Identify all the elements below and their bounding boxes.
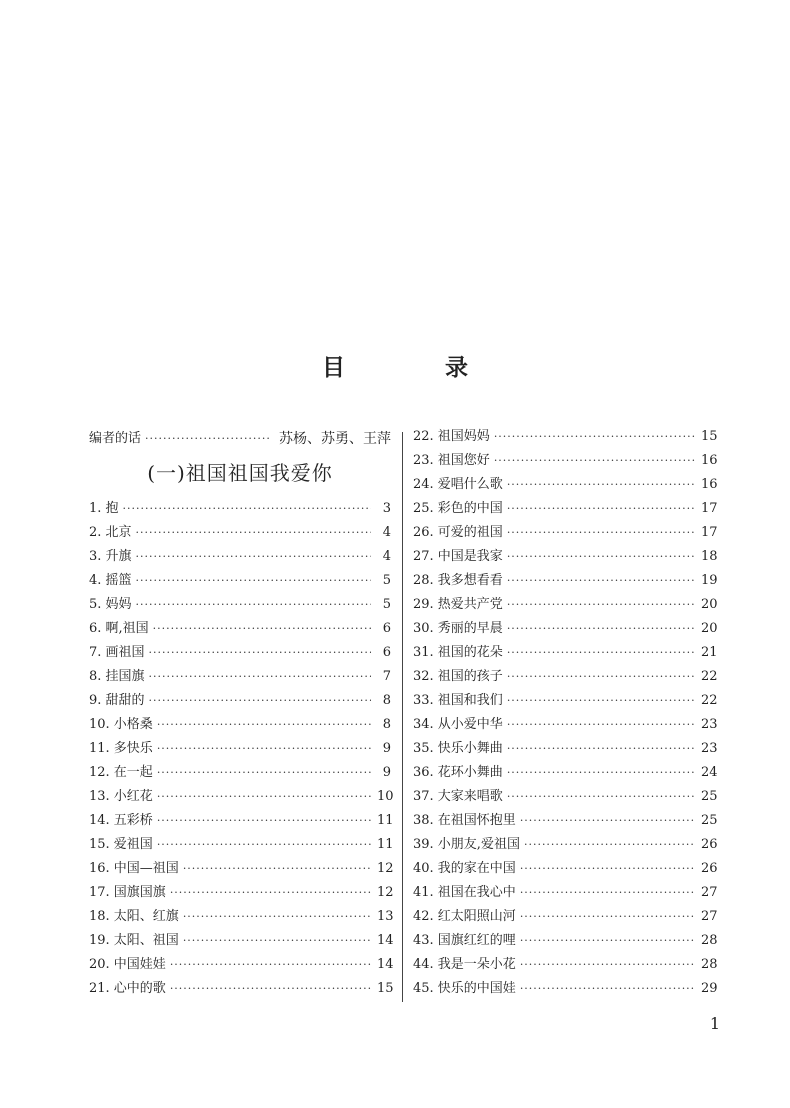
toc-entry-label: 11. 多快乐 (89, 741, 153, 756)
toc-entry-label: 16. 中国—祖国 (89, 861, 179, 876)
toc-entry-label: 26. 可爱的祖国 (413, 525, 503, 540)
toc-leader-dots (494, 425, 695, 449)
toc-entry-label: 13. 小红花 (89, 789, 153, 804)
toc-entry-page: 21 (701, 645, 718, 660)
toc-leader-dots (507, 689, 695, 713)
toc-leader-dots (507, 497, 695, 521)
toc-entry[interactable] (89, 545, 391, 569)
toc-entry[interactable] (89, 497, 391, 521)
toc-entry-page: 20 (701, 621, 718, 636)
toc-entry-page: 17 (701, 501, 718, 516)
toc-leader-dots (157, 833, 371, 857)
toc-entry-label: 20. 中国娃娃 (89, 957, 166, 972)
toc-entry[interactable] (89, 569, 391, 593)
toc-entry-page: 16 (701, 477, 718, 492)
toc-entry[interactable] (413, 785, 718, 809)
toc-entry-label: 30. 秀丽的早晨 (413, 621, 503, 636)
toc-leader-dots (157, 737, 371, 761)
toc-entry-page: 8 (382, 693, 391, 708)
toc-entry[interactable] (413, 761, 718, 785)
toc-leader-dots (157, 761, 371, 785)
toc-entry-label: 22. 祖国妈妈 (413, 429, 490, 444)
toc-entry[interactable] (413, 449, 718, 473)
toc-entry[interactable] (89, 761, 391, 785)
toc-entry-page: 25 (701, 789, 718, 804)
toc-entry-page: 13 (377, 909, 394, 924)
toc-leader-dots (157, 713, 371, 737)
toc-entry[interactable] (89, 665, 391, 689)
toc-leader-dots (507, 713, 695, 737)
toc-entry[interactable] (413, 737, 718, 761)
toc-entry-label: 17. 国旗国旗 (89, 885, 166, 900)
toc-entry-page: 22 (701, 693, 718, 708)
toc-entry[interactable] (413, 593, 718, 617)
toc-leader-dots (149, 689, 371, 713)
toc-entry-label: 1. 抱 (89, 501, 119, 516)
toc-entry[interactable] (413, 425, 718, 449)
toc-entry[interactable] (413, 881, 718, 905)
toc-entry-page: 27 (701, 885, 718, 900)
toc-leader-dots (507, 521, 695, 545)
toc-entry[interactable] (89, 905, 394, 929)
toc-entry-label: 44. 我是一朵小花 (413, 957, 516, 972)
toc-entry-page: 22 (701, 669, 718, 684)
toc-entry-label: 14. 五彩桥 (89, 813, 153, 828)
toc-leader-dots (520, 857, 695, 881)
toc-leader-dots (524, 833, 695, 857)
toc-entry-page: 25 (701, 813, 718, 828)
toc-entry-page: 4 (382, 549, 391, 564)
toc-leader-dots (170, 881, 371, 905)
toc-entry-label: 2. 北京 (89, 525, 132, 540)
page-number: 1 (709, 1014, 720, 1033)
toc-leader-dots (507, 545, 695, 569)
toc-entry-label: 31. 祖国的花朵 (413, 645, 503, 660)
toc-entry-label: 38. 在祖国怀抱里 (413, 813, 516, 828)
toc-leader-dots (494, 449, 695, 473)
toc-entry-page: 8 (382, 717, 391, 732)
toc-entry-label: 43. 国旗红红的哩 (413, 933, 516, 948)
toc-entry-page: 3 (382, 501, 391, 516)
toc-entry-page: 23 (701, 717, 718, 732)
toc-entry-page: 27 (701, 909, 718, 924)
toc-entry-page: 14 (377, 957, 394, 972)
toc-entry[interactable] (413, 713, 718, 737)
toc-entry-label: 32. 祖国的孩子 (413, 669, 503, 684)
toc-entry-label: 35. 快乐小舞曲 (413, 741, 503, 756)
toc-leader-dots (507, 593, 695, 617)
toc-entry-page: 14 (377, 933, 394, 948)
toc-entry[interactable] (413, 857, 718, 881)
toc-leader-dots (183, 905, 371, 929)
toc-entry-label: 25. 彩色的中国 (413, 501, 503, 516)
toc-entry[interactable] (413, 545, 718, 569)
toc-leader-dots (520, 977, 695, 1001)
toc-entry-label: 编者的话 (89, 431, 142, 446)
toc-entry-label: 10. 小格桑 (89, 717, 153, 732)
toc-entry[interactable] (89, 977, 394, 1001)
toc-entry-label: 27. 中国是我家 (413, 549, 503, 564)
toc-entry-page: 28 (701, 957, 718, 972)
toc-entry-page: 6 (382, 645, 391, 660)
toc-leader-dots (520, 905, 695, 929)
toc-right-column (413, 425, 718, 1001)
toc-leader-dots (170, 953, 371, 977)
toc-leader-dots (149, 641, 371, 665)
toc-leader-dots (153, 617, 371, 641)
toc-entry-label: 24. 爱唱什么歌 (413, 477, 503, 492)
toc-entry-label: 41. 祖国在我心中 (413, 885, 516, 900)
toc-leader-dots (136, 545, 371, 569)
toc-entry-page: 5 (382, 573, 391, 588)
toc-entry-label: 7. 画祖国 (89, 645, 145, 660)
toc-leader-dots (136, 593, 371, 617)
toc-entry[interactable] (89, 809, 394, 833)
toc-leader-dots (183, 929, 371, 953)
toc-entry[interactable] (89, 713, 391, 737)
toc-entry-label: 33. 祖国和我们 (413, 693, 503, 708)
toc-entry[interactable] (413, 929, 718, 953)
toc-entry-label: 21. 心中的歌 (89, 981, 166, 996)
toc-entry-page: 17 (701, 525, 718, 540)
toc-entry[interactable] (89, 881, 394, 905)
toc-entry[interactable] (413, 905, 718, 929)
toc-entry-page: 12 (377, 885, 394, 900)
toc-entry-label: 19. 太阳、祖国 (89, 933, 179, 948)
toc-entry[interactable] (413, 617, 718, 641)
toc-entry-label: 29. 热爱共产党 (413, 597, 503, 612)
toc-entry[interactable] (413, 977, 718, 1001)
toc-entry-page: 6 (382, 621, 391, 636)
toc-entry-page: 26 (701, 861, 718, 876)
toc-leader-dots (520, 953, 695, 977)
toc-entry-page: 10 (377, 789, 394, 804)
toc-right-list (413, 425, 718, 1001)
toc-entry-page: 23 (701, 741, 718, 756)
toc-entry-label: 18. 太阳、红旗 (89, 909, 179, 924)
toc-left-list (89, 497, 394, 1001)
toc-entry-label: 3. 升旗 (89, 549, 132, 564)
toc-leader-dots (507, 617, 695, 641)
toc-entry-page: 19 (701, 573, 718, 588)
toc-entry-page: 26 (701, 837, 718, 852)
toc-leader-dots (170, 977, 371, 1001)
toc-entry[interactable] (89, 929, 394, 953)
toc-entry[interactable] (413, 953, 718, 977)
toc-entry-label: 42. 红太阳照山河 (413, 909, 516, 924)
toc-entry-page: 12 (377, 861, 394, 876)
toc-entry-page: 16 (701, 453, 718, 468)
toc-entry[interactable] (413, 689, 718, 713)
toc-entry-page: 18 (701, 549, 718, 564)
toc-entry-label: 5. 妈妈 (89, 597, 132, 612)
toc-leader-dots (183, 857, 371, 881)
toc-entry-page: 11 (377, 837, 394, 852)
toc-entry[interactable] (89, 857, 394, 881)
toc-entry-page: 20 (701, 597, 718, 612)
toc-entry[interactable] (413, 809, 718, 833)
toc-entry-label: 28. 我多想看看 (413, 573, 503, 588)
toc-entry-page: 7 (382, 669, 391, 684)
toc-entry[interactable] (413, 833, 718, 857)
toc-entry[interactable] (413, 497, 718, 521)
toc-left-column (89, 425, 394, 1001)
section-heading: (一)祖国祖国我爱你 (147, 461, 333, 485)
toc-entry[interactable] (413, 569, 718, 593)
toc-entry[interactable] (89, 641, 391, 665)
toc-leader-dots (507, 641, 695, 665)
toc-leader-dots (520, 809, 695, 833)
toc-entry-label: 8. 挂国旗 (89, 669, 145, 684)
toc-entry-label: 36. 花环小舞曲 (413, 765, 503, 780)
toc-entry[interactable] (413, 521, 718, 545)
toc-leader-dots (507, 569, 695, 593)
toc-entry[interactable] (413, 473, 718, 497)
toc-entry-page: 11 (377, 813, 394, 828)
toc-entry[interactable] (89, 785, 394, 809)
toc-entry-label: 6. 啊,祖国 (89, 621, 149, 636)
toc-leader-dots (507, 785, 695, 809)
toc-entry-label: 23. 祖国您好 (413, 453, 490, 468)
toc-entry-page: 28 (701, 933, 718, 948)
toc-entry-label: 34. 从小爱中华 (413, 717, 503, 732)
toc-leader-dots (136, 521, 371, 545)
toc-entry[interactable] (89, 617, 391, 641)
toc-leader-dots (157, 809, 371, 833)
toc-entry-label: 9. 甜甜的 (89, 693, 145, 708)
toc-leader-dots (123, 497, 371, 521)
toc-entry-label: 37. 大家来唱歌 (413, 789, 503, 804)
toc-entry[interactable] (89, 833, 394, 857)
toc-leader-dots (507, 665, 695, 689)
toc-title: 目 录 (321, 355, 514, 381)
toc-leader-dots (136, 569, 371, 593)
toc-leader-dots (145, 427, 271, 451)
toc-leader-dots (520, 881, 695, 905)
toc-entry-label: 40. 我的家在中国 (413, 861, 516, 876)
toc-entry-label: 4. 摇篮 (89, 573, 132, 588)
toc-entry-page: 9 (382, 741, 391, 756)
toc-preface-entry[interactable] (89, 425, 391, 451)
toc-entry-label: 15. 爱祖国 (89, 837, 153, 852)
toc-entry[interactable] (89, 737, 391, 761)
toc-leader-dots (157, 785, 371, 809)
toc-entry[interactable] (89, 593, 391, 617)
toc-leader-dots (507, 473, 695, 497)
toc-entry[interactable] (89, 953, 394, 977)
preface-authors: 苏杨、苏勇、王萍 (279, 431, 391, 447)
toc-leader-dots (507, 761, 695, 785)
toc-entry[interactable] (413, 665, 718, 689)
toc-entry-label: 39. 小朋友,爱祖国 (413, 837, 520, 852)
toc-entry[interactable] (89, 521, 391, 545)
toc-entry[interactable] (413, 641, 718, 665)
toc-leader-dots (507, 737, 695, 761)
toc-entry-page: 15 (701, 429, 718, 444)
toc-entry-page: 29 (701, 981, 718, 996)
toc-entry-page: 15 (377, 981, 394, 996)
toc-entry-label: 45. 快乐的中国娃 (413, 981, 516, 996)
toc-leader-dots (520, 929, 695, 953)
toc-entry-page: 9 (382, 765, 391, 780)
toc-leader-dots (149, 665, 371, 689)
toc-entry-page: 5 (382, 597, 391, 612)
column-divider (402, 432, 403, 1002)
toc-entry-page: 4 (382, 525, 391, 540)
toc-entry-label: 12. 在一起 (89, 765, 153, 780)
toc-entry[interactable] (89, 689, 391, 713)
toc-entry-page: 24 (701, 765, 718, 780)
